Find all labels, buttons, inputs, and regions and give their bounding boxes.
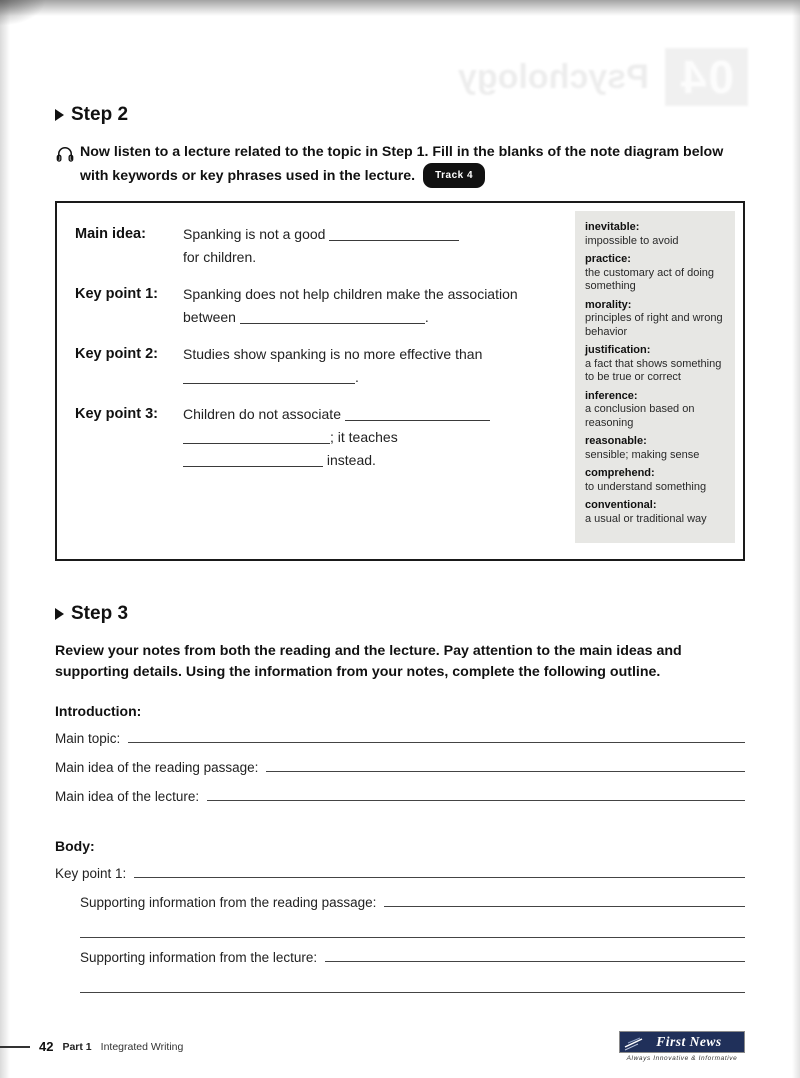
reading-main-idea-label: Main idea of the reading passage: [55,760,259,775]
blank-line-full [80,912,745,938]
vocab-item [585,221,725,248]
blank-line [240,309,425,324]
blank-line [345,406,490,421]
vocab-definition: sensible; making sense [585,448,700,461]
vocab-item [585,467,725,494]
vocab-item [585,435,725,462]
note-diagram-box [55,201,745,561]
blank-line [325,961,745,962]
vocab-term: conventional: [585,499,657,511]
vocab-definition: to understand something [585,480,707,493]
showthrough-backprint [458,48,748,106]
step2-instruction [80,142,745,188]
step2-heading [55,104,745,126]
body-label: Body: [55,838,95,854]
key-point-3-text-3: instead. [326,452,376,468]
publisher-logo [619,1031,745,1062]
showthrough-chapter-title: Psychology [457,57,649,96]
blank-line [183,452,323,467]
vocab-term: practice: [585,253,631,265]
key-point-1-outline-label: Key point 1: [55,866,127,881]
step3-instruction: Review your notes from both the reading and the lecture. Pay attention to the main ideas and supporting details. Using the information from your notes, complete the following outline. [55,643,682,680]
page-footer [0,1034,745,1062]
track-badge: Track 4 [423,163,485,188]
blank-line [329,226,459,241]
publisher-logo-tagline: Always Innovative & Informative [626,1055,738,1062]
scan-edge-right [792,0,800,1078]
outline-row-key-point-1 [55,854,745,883]
key-point-3-label: Key point 3: [75,406,158,422]
blank-line-full [80,967,745,993]
outline-row-supporting-reading [80,883,745,912]
headphones-icon [55,144,75,169]
step-arrow-icon [55,608,64,620]
step2-heading-label: Step 2 [71,104,129,125]
key-point-1-text-2: between [183,309,236,325]
vocab-term: reasonable: [585,435,647,447]
page-number: 42 [39,1039,54,1054]
outline-row-main-topic [55,719,745,748]
supporting-reading-label: Supporting information from the reading passage: [80,895,377,910]
page-content [55,104,745,993]
vocabulary-panel [575,211,735,543]
step2-instruction-row [55,142,745,188]
key-point-3-text-1: Children do not associate [183,406,341,422]
main-topic-label: Main topic: [55,731,121,746]
blank-line [183,369,355,384]
footer-section-label: Integrated Writing [100,1040,184,1053]
key-point-3-text-2: ; it teaches [330,429,398,445]
main-idea-label: Main idea: [75,226,146,242]
lecture-main-idea-label: Main idea of the lecture: [55,789,200,804]
vocab-definition: a fact that shows something to be true or correct [585,357,722,383]
key-point-1-label: Key point 1: [75,286,158,302]
vocab-definition: principles of right and wrong behavior [585,312,723,338]
vocab-item [585,253,725,294]
supporting-lecture-label: Supporting information from the lecture: [80,950,318,965]
vocab-definition: a conclusion based on reasoning [585,403,695,429]
vocab-term: inevitable: [585,221,640,233]
vocab-item [585,390,725,431]
vocab-item [585,299,725,340]
blank-line [128,742,745,743]
key-point-2-text-1: Studies show spanking is no more effective than [183,346,483,362]
blank-line [266,771,745,772]
main-idea-text-1: Spanking is not a good [183,226,326,242]
key-point-1-text-1: Spanking does not help children make the association [183,286,518,302]
publisher-logo-title: First News [656,1034,722,1049]
publisher-logo-box [619,1031,745,1053]
blank-line [207,800,745,801]
vocab-item [585,499,725,526]
logo-swoosh-icon [624,1035,646,1053]
outline-row-reading-main-idea [55,748,745,777]
scan-edge-top [0,0,800,16]
vocab-term: justification: [585,344,651,356]
vocab-term: inference: [585,389,638,402]
footer-rule [0,1046,30,1048]
main-idea-text-2: for children. [183,249,257,265]
step3-heading-label: Step 3 [71,603,129,624]
blank-line [384,906,745,907]
step3-heading [55,603,745,625]
showthrough-chapter-number: 04 [665,48,748,106]
main-idea-content [183,223,459,269]
vocab-definition: a usual or traditional way [585,512,707,525]
vocab-definition: impossible to avoid [585,234,679,247]
blank-line [134,877,745,878]
key-point-2-content [183,343,482,389]
outline-row-supporting-lecture [80,938,745,967]
footer-part-label: Part 1 [62,1040,92,1053]
outline-row-lecture-main-idea [55,777,745,806]
vocab-term: morality: [585,298,632,311]
vocab-definition: the customary act of doing something [585,266,715,292]
key-point-1-period: . [424,309,429,325]
introduction-label: Introduction: [55,703,142,719]
key-point-2-label: Key point 2: [75,346,158,362]
key-point-3-content [183,403,490,472]
vocab-item [585,344,725,385]
key-point-1-content [183,283,518,329]
scan-edge-left [0,0,10,1078]
blank-line [183,429,330,444]
step-arrow-icon [55,109,64,121]
spacer [55,806,745,832]
scan-corner-shadow [0,0,46,26]
vocab-term: comprehend: [585,467,655,479]
key-point-2-period: . [355,369,359,385]
step2-instruction-text: Now listen to a lecture related to the topic in Step 1. Fill in the blanks of the note diagram below with keywords or key phrases used in the lecture. [80,144,724,184]
